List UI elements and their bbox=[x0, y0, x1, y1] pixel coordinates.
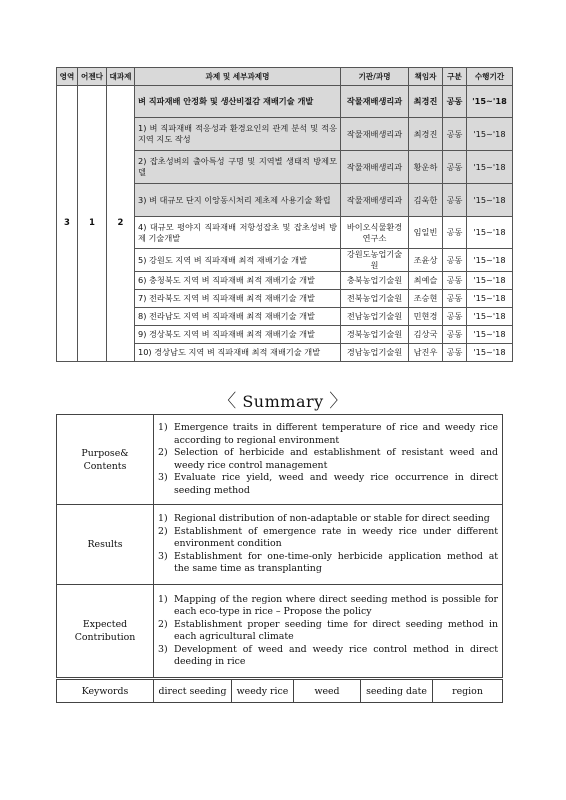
item-number: 1) bbox=[158, 513, 168, 525]
lead-cell: 임일빈 bbox=[409, 217, 443, 249]
expected-row bbox=[57, 585, 503, 679]
kind-cell: 공동 bbox=[443, 118, 467, 151]
keyword-item: weed bbox=[294, 679, 361, 703]
header-lead: 책임자 bbox=[409, 68, 443, 86]
expected-label-line1: Expected bbox=[82, 619, 128, 630]
list-item bbox=[158, 447, 498, 472]
period-cell: '15~'18 bbox=[467, 151, 513, 184]
institution-cell: 작물재배생리과 bbox=[341, 184, 409, 217]
area-cell: 3 bbox=[57, 86, 78, 362]
task-cell: 9) 경상북도 지역 벼 직파재배 최적 재배기술 개발 bbox=[135, 326, 341, 344]
header-task: 과제 및 세부과제명 bbox=[135, 68, 341, 86]
institution-cell: 작물재배생리과 bbox=[341, 151, 409, 184]
summary-heading bbox=[0, 387, 566, 413]
list-item bbox=[158, 551, 498, 576]
header-period: 수행기간 bbox=[467, 68, 513, 86]
task-cell: 1) 벼 직파재배 적응성과 환경요인의 관계 분석 및 적응지역 지도 작성 bbox=[135, 118, 341, 151]
list-item bbox=[158, 422, 498, 447]
item-number: 3) bbox=[158, 550, 168, 562]
keyword-item: region bbox=[433, 679, 503, 703]
item-text: Regional distribution of non-adaptable or stable for direct seeding bbox=[174, 513, 490, 525]
results-label: Results bbox=[57, 505, 154, 585]
item-text: Establishment proper seeding time for direct seeding method in each agricultural climate bbox=[174, 618, 499, 642]
period-cell: '15~'18 bbox=[467, 290, 513, 308]
results-content bbox=[154, 505, 503, 585]
institution-cell: 충북농업기술원 bbox=[341, 272, 409, 290]
lead-cell: 최경진 bbox=[409, 118, 443, 151]
kind-cell: 공동 bbox=[443, 344, 467, 362]
item-text: Selection of herbicide and establishment of resistant weed and weedy rice control management bbox=[174, 447, 499, 471]
item-text: Evaluate rice yield, weed and weedy rice occurrence in direct seeding method bbox=[174, 472, 499, 496]
table-row bbox=[57, 86, 513, 118]
list-item bbox=[158, 644, 498, 669]
item-number: 2) bbox=[158, 525, 168, 537]
keywords-row bbox=[57, 679, 503, 703]
period-cell: '15~'18 bbox=[467, 344, 513, 362]
kind-cell: 공동 bbox=[443, 217, 467, 249]
institution-cell: 강원도농업기술원 bbox=[341, 249, 409, 272]
institution-cell: 전북농업기술원 bbox=[341, 290, 409, 308]
list-item bbox=[158, 513, 498, 526]
keywords-label: Keywords bbox=[57, 679, 154, 703]
keyword-item: direct seeding bbox=[154, 679, 232, 703]
item-text: Establishment for one-time-only herbicide application method at the same time as transplanting bbox=[174, 550, 499, 575]
kind-cell: 공동 bbox=[443, 326, 467, 344]
list-item bbox=[158, 472, 498, 497]
task-cell: 10) 경상남도 지역 벼 직파재배 최적 재배기술 개발 bbox=[135, 344, 341, 362]
institution-cell: 작물재배생리과 bbox=[341, 118, 409, 151]
item-text: Establishment of emergence rate in weedy rice under different environment condition bbox=[174, 525, 499, 550]
period-cell: '15~'18 bbox=[467, 272, 513, 290]
keyword-item: seeding date bbox=[361, 679, 433, 703]
period-cell: '15~'18 bbox=[467, 326, 513, 344]
kind-cell: 공동 bbox=[443, 86, 467, 118]
header-institution: 기관/과명 bbox=[341, 68, 409, 86]
list-item bbox=[158, 594, 498, 619]
task-cell: 3) 벼 대규모 단지 이앙동시처리 제초제 사용기술 확립 bbox=[135, 184, 341, 217]
institution-cell: 경북농업기술원 bbox=[341, 326, 409, 344]
task-cell: 5) 강원도 지역 벼 직파재배 최적 재배기술 개발 bbox=[135, 249, 341, 272]
kind-cell: 공동 bbox=[443, 249, 467, 272]
item-number: 2) bbox=[158, 447, 168, 458]
period-cell: '15~'18 bbox=[467, 118, 513, 151]
lead-cell: 김상국 bbox=[409, 326, 443, 344]
purpose-row bbox=[57, 415, 503, 505]
item-text: Mapping of the region where direct seeding method is possible for each eco-type in rice – Propose the policy bbox=[174, 593, 499, 617]
expected-label bbox=[57, 585, 154, 679]
task-cell: 2) 잡초성벼의 출아특성 구명 및 지역별 생태적 방제모델 bbox=[135, 151, 341, 184]
lead-cell: 황운하 bbox=[409, 151, 443, 184]
period-cell: '15~'18 bbox=[467, 86, 513, 118]
kind-cell: 공동 bbox=[443, 290, 467, 308]
item-number: 1) bbox=[158, 593, 168, 605]
agenda-cell: 1 bbox=[78, 86, 107, 362]
item-number: 3) bbox=[158, 472, 168, 483]
item-number: 1) bbox=[158, 422, 168, 433]
task-cell: 벼 직파재배 안정화 및 생산비절감 재배기술 개발 bbox=[135, 86, 341, 118]
task-cell: 4) 대규모 평야지 직파재배 저항성잡초 및 잡초성벼 방제 기술개발 bbox=[135, 217, 341, 249]
lead-cell: 민현경 bbox=[409, 308, 443, 326]
purpose-label-line2: Contents bbox=[83, 460, 127, 472]
kind-cell: 공동 bbox=[443, 272, 467, 290]
major-cell: 2 bbox=[107, 86, 135, 362]
list-item bbox=[158, 619, 498, 644]
header-major: 대과제 bbox=[107, 68, 135, 86]
task-cell: 8) 전라남도 지역 벼 직파재배 최적 재배기술 개발 bbox=[135, 308, 341, 326]
keyword-item: weedy rice bbox=[232, 679, 294, 703]
institution-cell: 전남농업기술원 bbox=[341, 308, 409, 326]
kind-cell: 공동 bbox=[443, 151, 467, 184]
header-kind: 구분 bbox=[443, 68, 467, 86]
header-agenda: 어젠다 bbox=[78, 68, 107, 86]
kind-cell: 공동 bbox=[443, 308, 467, 326]
lead-cell: 최경진 bbox=[409, 86, 443, 118]
list-item bbox=[158, 526, 498, 551]
lead-cell: 조윤상 bbox=[409, 249, 443, 272]
purpose-label bbox=[57, 415, 154, 505]
summary-title-text: Summary bbox=[242, 392, 324, 411]
lead-cell: 김욱한 bbox=[409, 184, 443, 217]
expected-label-line2: Contribution bbox=[74, 632, 136, 643]
lead-cell: 최예슬 bbox=[409, 272, 443, 290]
institution-cell: 작물재배생리과 bbox=[341, 86, 409, 118]
item-text: Development of weed and weedy rice control method in direct deeding in rice bbox=[174, 643, 499, 667]
task-cell: 6) 충청북도 지역 벼 직파재배 최적 재배기술 개발 bbox=[135, 272, 341, 290]
summary-table bbox=[56, 414, 503, 703]
period-cell: '15~'18 bbox=[467, 249, 513, 272]
purpose-label-line1: Purpose& bbox=[81, 447, 129, 459]
table-header-row bbox=[57, 68, 513, 86]
header-area: 영역 bbox=[57, 68, 78, 86]
purpose-content bbox=[154, 415, 503, 505]
open-bracket: 〈 bbox=[218, 391, 237, 412]
project-table bbox=[56, 67, 513, 362]
kind-cell: 공동 bbox=[443, 184, 467, 217]
expected-content bbox=[154, 585, 503, 679]
lead-cell: 조승현 bbox=[409, 290, 443, 308]
item-number: 2) bbox=[158, 618, 168, 630]
institution-cell: 경남농업기술원 bbox=[341, 344, 409, 362]
institution-cell: 바이오식물환경연구소 bbox=[341, 217, 409, 249]
period-cell: '15~'18 bbox=[467, 308, 513, 326]
period-cell: '15~'18 bbox=[467, 184, 513, 217]
item-text: Emergence traits in different temperature of rice and weedy rice according to regional environment bbox=[174, 422, 499, 446]
lead-cell: 남진우 bbox=[409, 344, 443, 362]
results-row bbox=[57, 505, 503, 585]
item-number: 3) bbox=[158, 643, 168, 655]
close-bracket: 〉 bbox=[329, 391, 348, 412]
task-cell: 7) 전라북도 지역 벼 직파재배 최적 재배기술 개발 bbox=[135, 290, 341, 308]
period-cell: '15~'18 bbox=[467, 217, 513, 249]
